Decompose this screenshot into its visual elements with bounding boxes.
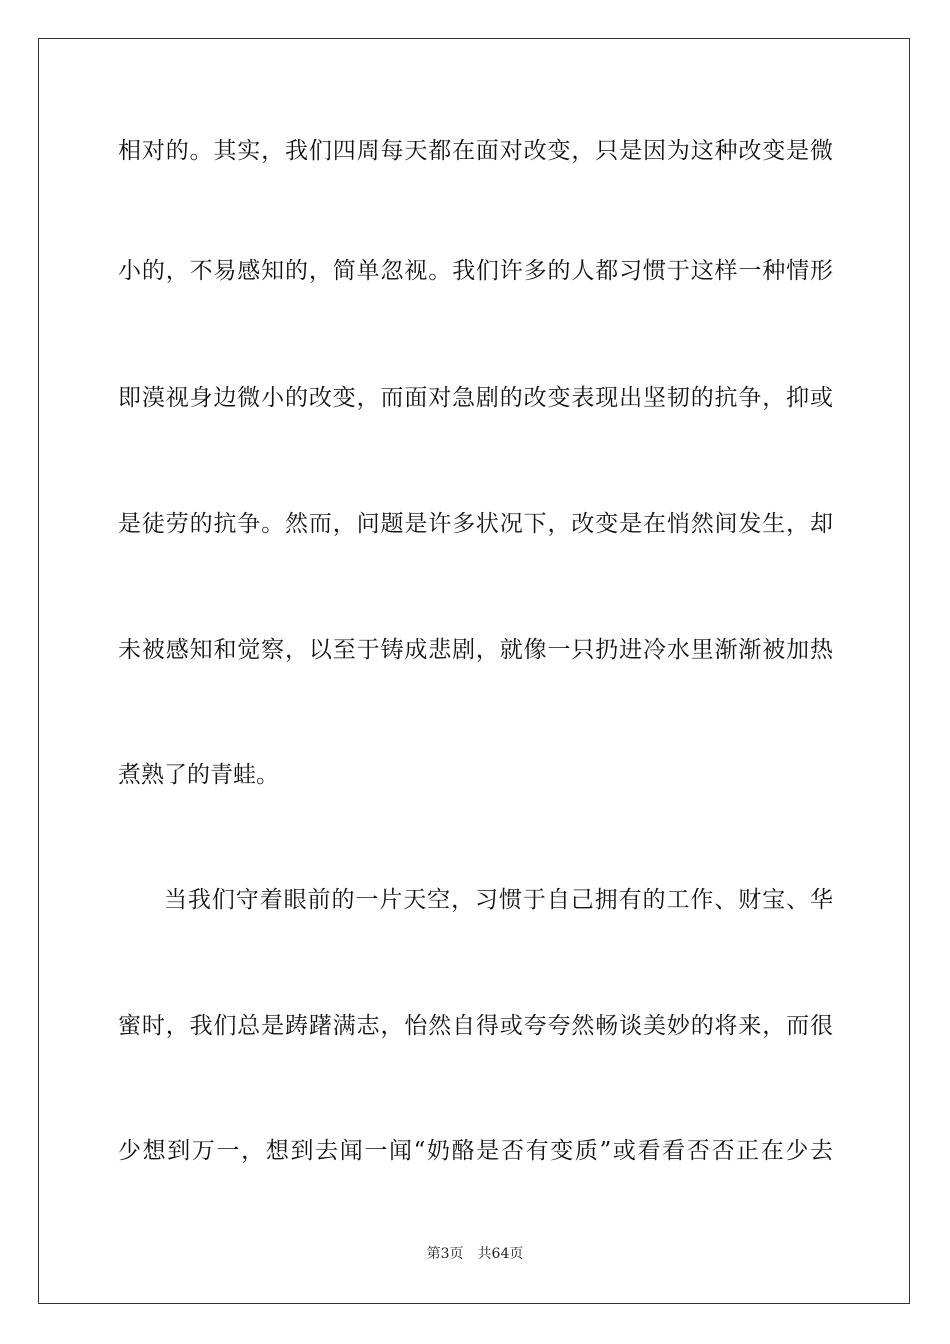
text-line-6: 煮熟了的青蛙。 [118, 762, 279, 788]
text-line-5: 未被感知和觉察，以至于铸成悲剧，就像一只扔进冷水里渐渐被加热 [118, 637, 833, 663]
text-line-7: 当我们守着眼前的一片天空，习惯于自己拥有的工作、财宝、华 [164, 887, 833, 913]
text-line-1: 相对的。其实，我们四周每天都在面对改变，只是因为这种改变是微 [118, 138, 833, 164]
text-line-4: 是徒劳的抗争。然而，问题是许多状况下，改变是在悄然间发生，却 [118, 511, 833, 537]
text-line-2: 小的，不易感知的，简单忽视。我们许多的人都习惯于这样一种情形 [118, 258, 833, 284]
text-line-9: 少想到万一，想到去闻一闻“奶酪是否有变质”或看看否否正在少去 [118, 1138, 833, 1164]
page-frame [38, 38, 910, 1304]
text-line-3: 即漠视身边微小的改变，而面对急剧的改变表现出坚韧的抗争，抑或 [118, 385, 833, 411]
page-number-footer: 第3页 共64页 [426, 1246, 524, 1262]
text-line-8: 蜜时，我们总是踌躇满志，怡然自得或夸夸然畅谈美妙的将来，而很 [118, 1013, 833, 1039]
